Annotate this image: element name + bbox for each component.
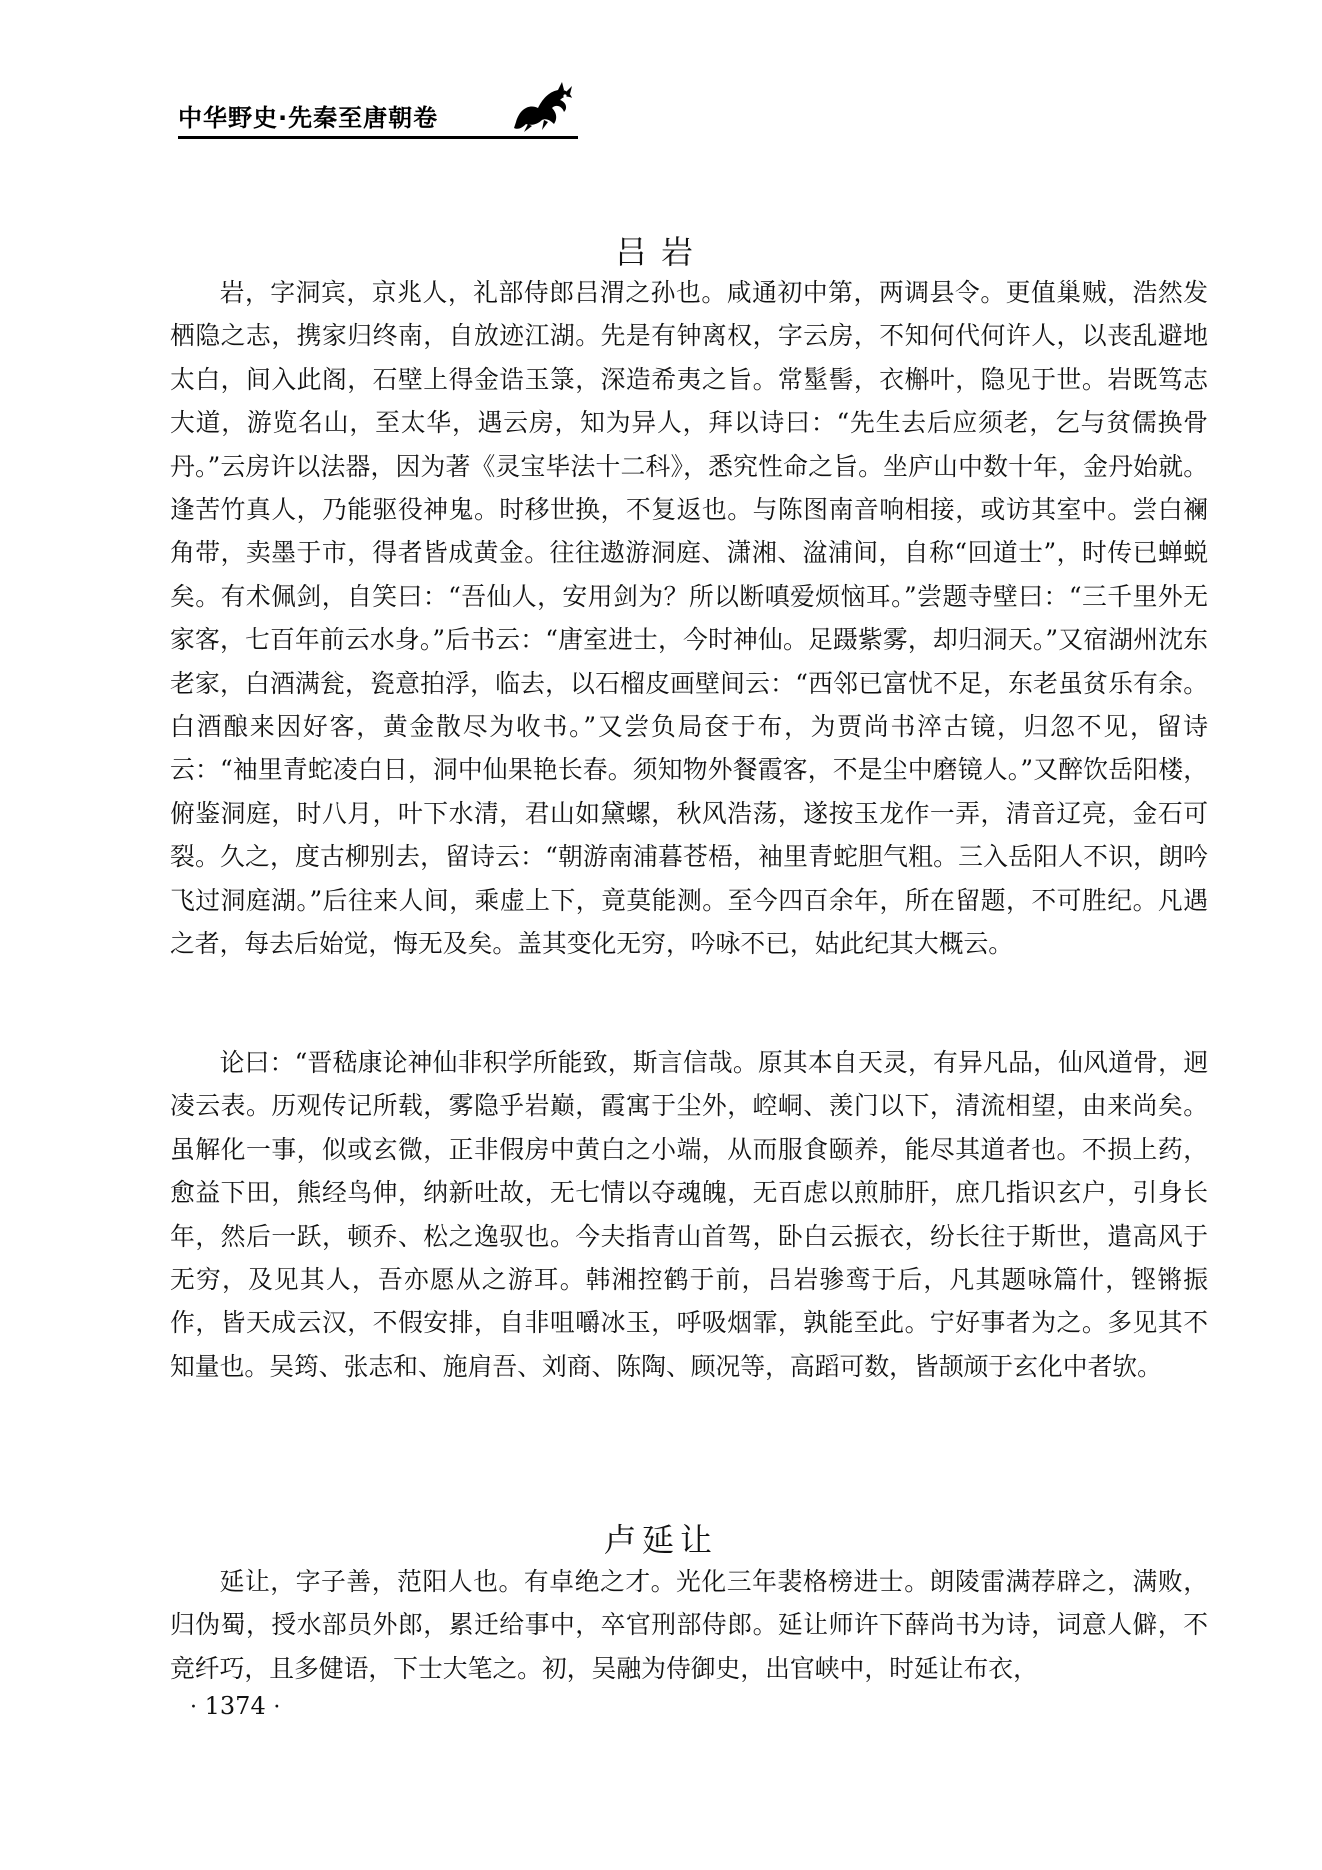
page-number	[190, 1692, 280, 1720]
section-title-lu-yanrang: 卢延让	[603, 1520, 718, 1559]
header-rule	[178, 136, 578, 139]
page-number-dot-left: ·	[190, 1695, 197, 1720]
running-title: 中华野史·先秦至唐朝卷	[178, 104, 439, 132]
dragon-icon	[508, 78, 576, 134]
running-header	[178, 78, 578, 142]
paragraph-commentary: 论曰：“晋嵇康论神仙非积学所能致，斯言信哉。原其本自天灵，有异凡品，仙风道骨，迥凌云表。历观传记所载，雾隐乎岩巅，霞寓于尘外，崆峒、羡门以下，清流相望，由来尚矣。虽解化一事，似或玄微，正非假房中黄白之小端，从而服食颐养，能尽其道者也。不损上药，愈益下田，熊经鸟伸，纳新吐故，无七情以夺魂魄，无百虑以煎肺肝，庶几指识玄户，引身长年，然后一跃，顿乔、松之逸驭也。今夫指青山首驾，卧白云振衣，纷长往于斯世，遣高风于无穷，及见其人，吾亦愿从之游耳。韩湘控鹤于前，吕岩骖鸾于后，凡其题咏篇什，铿锵振作，皆天成云汉，不假安排，自非咀嚼冰玉，呼吸烟霏，孰能至此。宁好事者为之。多见其不知量也。吴筠、张志和、施肩吾、刘商、陈陶、顾况等，高蹈可数，皆颉颃于玄化中者欤。	[170, 1048, 1208, 1381]
page-number-dot-right: ·	[273, 1695, 281, 1720]
page-number-value: 1374	[204, 1692, 266, 1720]
section-title-lu-yan: 吕岩	[614, 232, 707, 271]
paragraph-biography-lu-yan: 岩，字洞宾，京兆人，礼部侍郎吕渭之孙也。咸通初中第，两调县令。更值巢贼，浩然发栖隐之志，携家归终南，自放迹江湖。先是有钟离权，字云房，不知何代何许人，以丧乱避地太白，间入此阁，石壁上得金诰玉箓，深造希夷之旨。常髽髻，衣槲叶，隐见于世。岩既笃志大道，游览名山，至太华，遇云房，知为异人，拜以诗曰：“先生去后应须老，乞与贫儒换骨丹。”云房许以法器，因为著《灵宝毕法十二科》，悉究性命之旨。坐庐山中数十年，金丹始就。逢苦竹真人，乃能驱役神鬼。时移世换，不复返也。与陈图南音响相接，或访其室中。尝白襕角带，卖墨于市，得者皆成黄金。往往遨游洞庭、潇湘、湓浦间，自称“回道士”，时传已蝉蜕矣。有术佩剑，自笑曰：“吾仙人，安用剑为？所以断嗔爱烦恼耳。”尝题寺壁曰：“三千里外无家客，七百年前云水身。”后书云：“唐室进士，今时神仙。足蹑紫雾，却归洞天。”又宿湖州沈东老家，白酒满瓮，瓷意拍浮，临去，以石榴皮画壁间云：“西邻已富忧不足，东老虽贫乐有余。白酒酿来因好客，黄金散尽为收书。”又尝负局奁于布，为贾尚书淬古镜，归忽不见，留诗云：“袖里青蛇凌白日，洞中仙果艳长春。须知物外餐霞客，不是尘中磨镜人。”又醉饮岳阳楼，俯鉴洞庭，时八月，叶下水清，君山如黛螺，秋风浩荡，遂按玉龙作一弄，清音辽亮，金石可裂。久之，度古柳别去，留诗云：“朝游南浦暮苍梧，袖里青蛇胆气粗。三入岳阳人不识，朗吟飞过洞庭湖。”后往来人间，乘虚上下，竟莫能测。至今四百余年，所在留题，不可胜纪。凡遇之者，每去后始觉，悔无及矣。盖其变化无穷，吟咏不已，姑此纪其大概云。	[170, 278, 1208, 959]
paragraph-biography-lu-yanrang: 延让，字子善，范阳人也。有卓绝之才。光化三年裴格榜进士。朗陵雷满荐辟之，满败，归伪蜀，授水部员外郎，累迁给事中，卒官刑部侍郎。延让师许下薛尚书为诗，词意人僻，不竞纤巧，且多健语，下士大笔之。初，吴融为侍御史，出官峡中，时延让布衣，	[170, 1567, 1208, 1683]
